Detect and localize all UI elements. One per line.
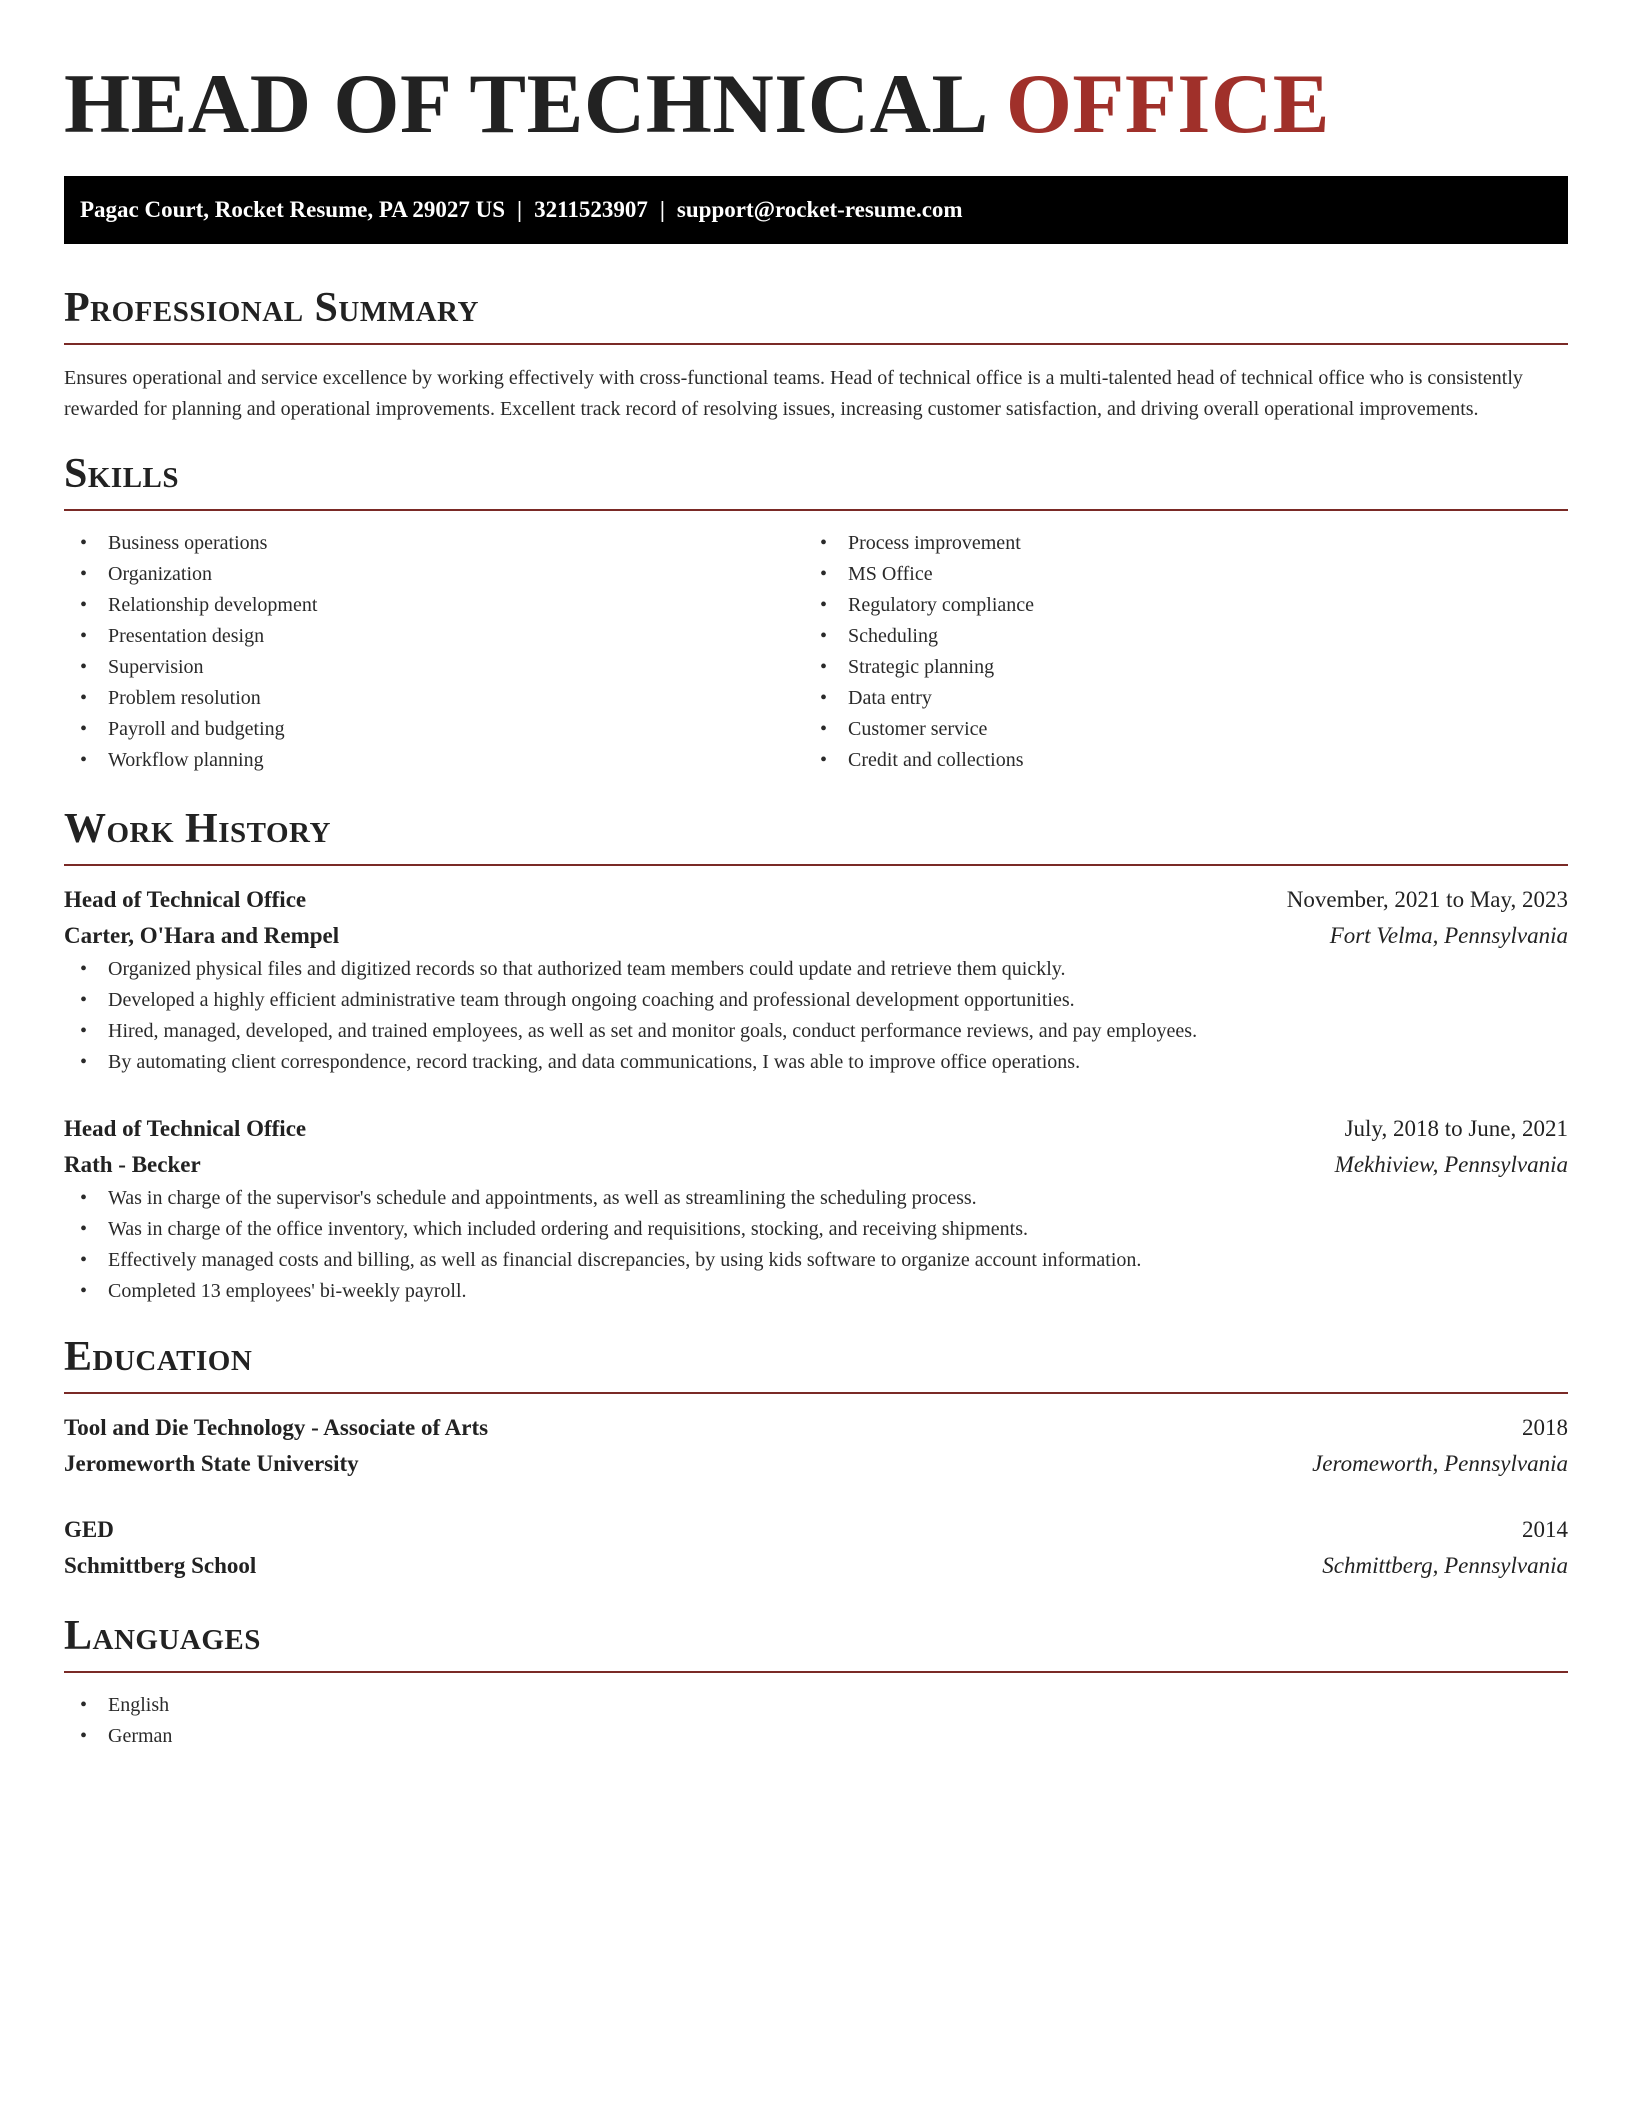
skill-item: • Organization	[64, 559, 804, 590]
skill-item: • Credit and collections	[804, 745, 1544, 776]
education-year: 2018	[1522, 1415, 1568, 1440]
job-location: Fort Velma, Pennsylvania	[1329, 923, 1568, 948]
section-divider	[64, 1671, 1568, 1673]
job-entry	[64, 1111, 1568, 1307]
contact-address: Pagac Court, Rocket Resume, PA 29027 US	[80, 197, 506, 222]
education-school: Schmittberg School	[64, 1553, 257, 1578]
education-subheader	[64, 1548, 1568, 1584]
languages-list	[64, 1690, 1568, 1752]
job-title: Head of Technical Office	[64, 887, 307, 912]
skill-item: • Scheduling	[804, 621, 1544, 652]
job-company: Carter, O'Hara and Rempel	[64, 923, 340, 948]
skills-section	[64, 449, 1568, 776]
job-header	[64, 1111, 1568, 1147]
skills-grid	[64, 528, 1568, 776]
education-header	[64, 1410, 1568, 1446]
contact-separator: |	[517, 197, 523, 222]
skill-item: • MS Office	[804, 559, 1544, 590]
work-section	[64, 804, 1568, 1307]
job-bullet: • Organized physical files and digitized records so that authorized team members could update and retrieve them quickly.	[64, 954, 1568, 985]
skill-item: • Process improvement	[804, 528, 1544, 559]
education-location: Jeromeworth, Pennsylvania	[1312, 1451, 1568, 1476]
section-divider	[64, 864, 1568, 866]
skill-item: • Problem resolution	[64, 683, 804, 714]
education-section	[64, 1332, 1568, 1584]
skill-item: • Strategic planning	[804, 652, 1544, 683]
job-bullet: • Was in charge of the supervisor's schedule and appointments, as well as streamlining the scheduling process.	[64, 1183, 1568, 1214]
job-company: Rath - Becker	[64, 1152, 201, 1177]
contact-separator: |	[659, 197, 665, 222]
section-divider	[64, 509, 1568, 511]
section-heading-education: Education	[64, 1334, 253, 1380]
job-dates: July, 2018 to June, 2021	[1344, 1116, 1568, 1141]
skill-item: • Supervision	[64, 652, 804, 683]
job-title: Head of Technical Office	[64, 1116, 307, 1141]
education-degree: Tool and Die Technology - Associate of Arts	[64, 1415, 489, 1440]
job-location: Mekhiview, Pennsylvania	[1334, 1152, 1568, 1177]
education-header	[64, 1512, 1568, 1548]
resume-title	[64, 0, 1568, 154]
skills-column-left	[64, 528, 804, 776]
skill-item: • Regulatory compliance	[804, 590, 1544, 621]
job-subheader	[64, 918, 1568, 954]
job-bullet: • Was in charge of the office inventory, which included ordering and requisitions, stocking, and receiving shipments.	[64, 1214, 1568, 1245]
job-header	[64, 882, 1568, 918]
skill-item: • Relationship development	[64, 590, 804, 621]
section-heading-work: Work History	[64, 806, 331, 852]
job-bullets	[64, 954, 1568, 1078]
education-degree: GED	[64, 1517, 114, 1542]
summary-text: Ensures operational and service excellence by working effectively with cross-functional teams. Head of technical office is a multi-talented head of technical office who is consistently rewarded for planning and operational improvements. Excellent track record of resolving issues, increasing customer satisfaction, and driving overall operational improvements.	[64, 367, 1523, 420]
section-heading-summary: Professional Summary	[64, 285, 479, 331]
language-item: • German	[64, 1721, 1568, 1752]
title-main: HEAD OF TECHNICAL	[64, 57, 985, 151]
skills-list-right	[804, 528, 1544, 776]
skills-list-left	[64, 528, 804, 776]
skill-item: • Payroll and budgeting	[64, 714, 804, 745]
skill-item: • Business operations	[64, 528, 804, 559]
language-item: • English	[64, 1690, 1568, 1721]
education-location: Schmittberg, Pennsylvania	[1322, 1553, 1568, 1578]
skill-item: • Presentation design	[64, 621, 804, 652]
education-subheader	[64, 1446, 1568, 1482]
job-subheader	[64, 1147, 1568, 1183]
job-bullet: • By automating client correspondence, record tracking, and data communications, I was able to improve office operations.	[64, 1047, 1568, 1078]
education-year: 2014	[1522, 1517, 1568, 1542]
skill-item: • Customer service	[804, 714, 1544, 745]
skill-item: • Workflow planning	[64, 745, 804, 776]
education-entry	[64, 1410, 1568, 1482]
section-divider	[64, 343, 1568, 345]
languages-section	[64, 1611, 1568, 1752]
contact-phone: 3211523907	[534, 197, 648, 222]
job-bullet: • Hired, managed, developed, and trained employees, as well as set and monitor goals, conduct performance reviews, and pay employees.	[64, 1016, 1568, 1047]
job-bullets	[64, 1183, 1568, 1307]
job-bullet: • Effectively managed costs and billing, as well as financial discrepancies, by using kids software to organize account information.	[64, 1245, 1568, 1276]
job-dates: November, 2021 to May, 2023	[1286, 887, 1568, 912]
education-school: Jeromeworth State University	[64, 1451, 359, 1476]
title-accent: OFFICE	[1005, 57, 1330, 151]
skills-column-right	[804, 528, 1544, 776]
summary-section	[64, 283, 1568, 425]
section-heading-skills: Skills	[64, 451, 180, 497]
job-bullet: • Completed 13 employees' bi-weekly payroll.	[64, 1276, 1568, 1307]
contact-bar	[64, 176, 1568, 244]
job-bullet: • Developed a highly efficient administrative team through ongoing coaching and professional development opportunities.	[64, 985, 1568, 1016]
resume-page	[64, 0, 1568, 1752]
education-entry	[64, 1512, 1568, 1584]
section-heading-languages: Languages	[64, 1613, 261, 1659]
contact-email[interactable]: support@rocket-resume.com	[676, 197, 963, 222]
section-divider	[64, 1392, 1568, 1394]
job-entry	[64, 882, 1568, 1078]
skill-item: • Data entry	[804, 683, 1544, 714]
